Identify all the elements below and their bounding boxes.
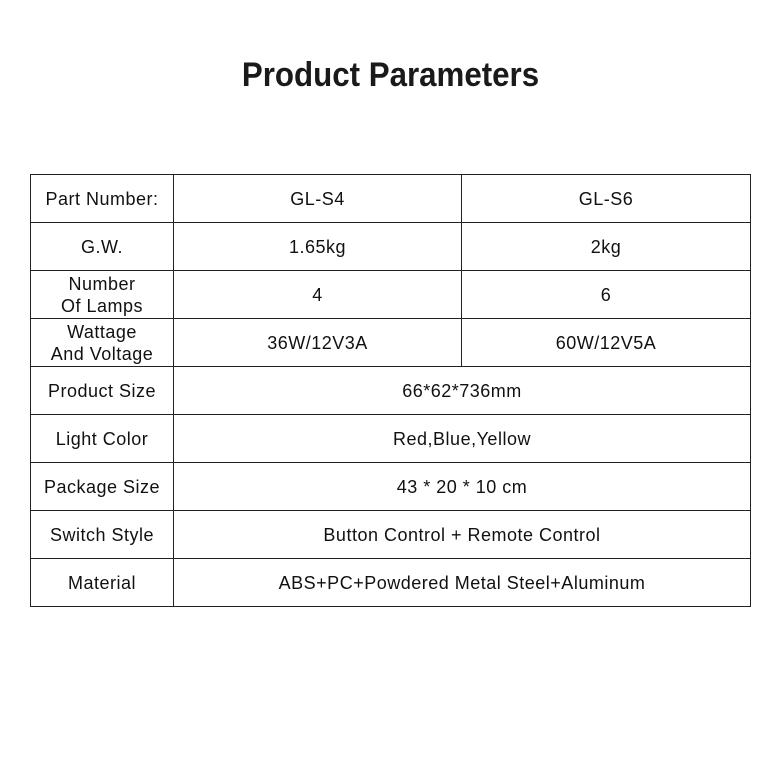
table-row-package-size (31, 463, 751, 511)
table-row-number-of-lamps (31, 271, 751, 319)
value-cell: 6 (462, 271, 751, 319)
table-row-switch-style (31, 511, 751, 559)
value-cell: GL-S6 (462, 175, 751, 223)
value-cell: 1.65kg (174, 223, 462, 271)
row-label: Package Size (31, 463, 174, 511)
value-cell: Button Control + Remote Control (174, 511, 751, 559)
row-label: Switch Style (31, 511, 174, 559)
value-cell: 36W/12V3A (174, 319, 462, 367)
table-row-light-color (31, 415, 751, 463)
page-title: Product Parameters (241, 56, 540, 94)
table-row-wattage-voltage (31, 319, 751, 367)
row-label: Material (31, 559, 174, 607)
row-label: Product Size (31, 367, 174, 415)
value-cell: Red,Blue,Yellow (174, 415, 751, 463)
value-cell: 2kg (462, 223, 751, 271)
table-row-part-number (31, 175, 751, 223)
value-cell: 66*62*736mm (174, 367, 751, 415)
row-label: Light Color (31, 415, 174, 463)
value-cell: ABS+PC+Powdered Metal Steel+Aluminum (174, 559, 751, 607)
table-row-material (31, 559, 751, 607)
row-label: Number Of Lamps (31, 271, 174, 319)
value-cell: 60W/12V5A (462, 319, 751, 367)
table-row-product-size (31, 367, 751, 415)
row-label: Wattage And Voltage (31, 319, 174, 367)
row-label: G.W. (31, 223, 174, 271)
table-row-gross-weight (31, 223, 751, 271)
product-parameters-table (30, 174, 751, 607)
value-cell: GL-S4 (174, 175, 462, 223)
row-label: Part Number: (31, 175, 174, 223)
value-cell: 43 * 20 * 10 cm (174, 463, 751, 511)
value-cell: 4 (174, 271, 462, 319)
